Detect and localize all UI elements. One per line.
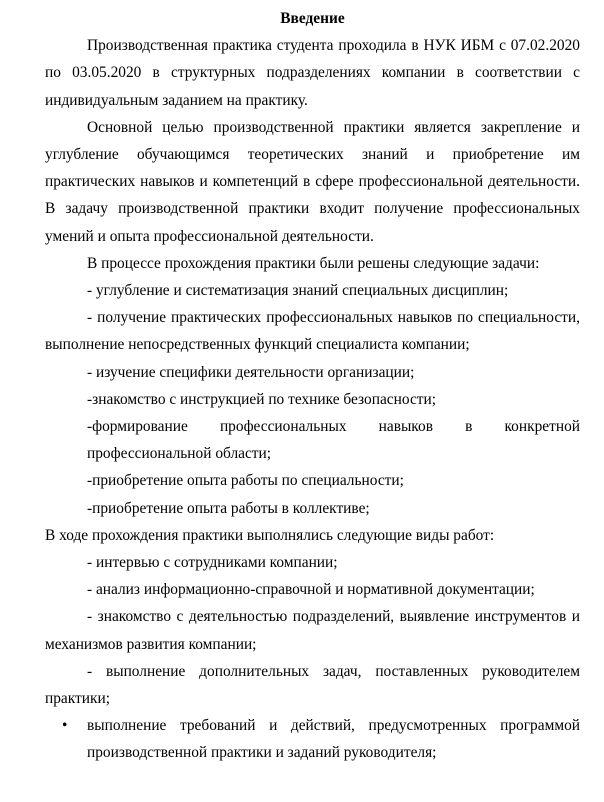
task-item: - получение практических профессиональных навыков по специальности, выполнение непосредственных функций специалиста компании; [45, 309, 580, 354]
bullet-text: выполнение требований и действий, предусмотренных программой производственной практики и заданий руководителя; [87, 717, 580, 762]
work-item: - анализ информационно-справочной и нормативной документации; [87, 581, 535, 599]
document-page [45, 5, 580, 767]
works-intro: В ходе прохождения практики выполнялись следующие виды работ: [45, 526, 495, 544]
task-item: -знакомство с инструкцией по технике безопасности; [87, 390, 437, 408]
work-item: - знакомство с деятельностью подразделений, выявление инструментов и механизмов развития компании; [45, 608, 580, 653]
document-title: Введение [280, 10, 345, 27]
bullet-list [45, 712, 580, 766]
bullet-item [45, 712, 580, 766]
work-item: - интервью с сотрудниками компании; [87, 554, 338, 572]
paragraph-goal: Основной целью производственной практики является закрепление и углубление обучающимся теоретических знаний и приобретение им практических навыков и компетенций в сфере профессиональной деятельности. В задачу производственной практики входит получение профессиональных умений и опыта профессиональной деятельности. [45, 118, 580, 245]
task-item: -приобретение опыта работы в коллективе; [87, 499, 370, 517]
task-item: -формирование профессиональных навыков в конкретной профессиональной области; [87, 418, 580, 463]
work-item: - выполнение дополнительных задач, поставленных руководителем практики; [45, 662, 580, 708]
bullet-icon: • [62, 717, 68, 735]
task-item: - углубление и систематизация знаний специальных дисциплин; [87, 282, 509, 300]
tasks-intro: В процессе прохождения практики были решены следующие задачи: [87, 254, 540, 272]
task-item: - изучение специфики деятельности организации; [87, 363, 415, 381]
task-item: -приобретение опыта работы по специальности; [87, 472, 404, 490]
paragraph-intro: Производственная практика студента проходила в НУК ИБМ с 07.02.2020 по 03.05.2020 в структурных подразделениях компании в соответствии с индивидуальным заданием на практику. [45, 37, 580, 109]
